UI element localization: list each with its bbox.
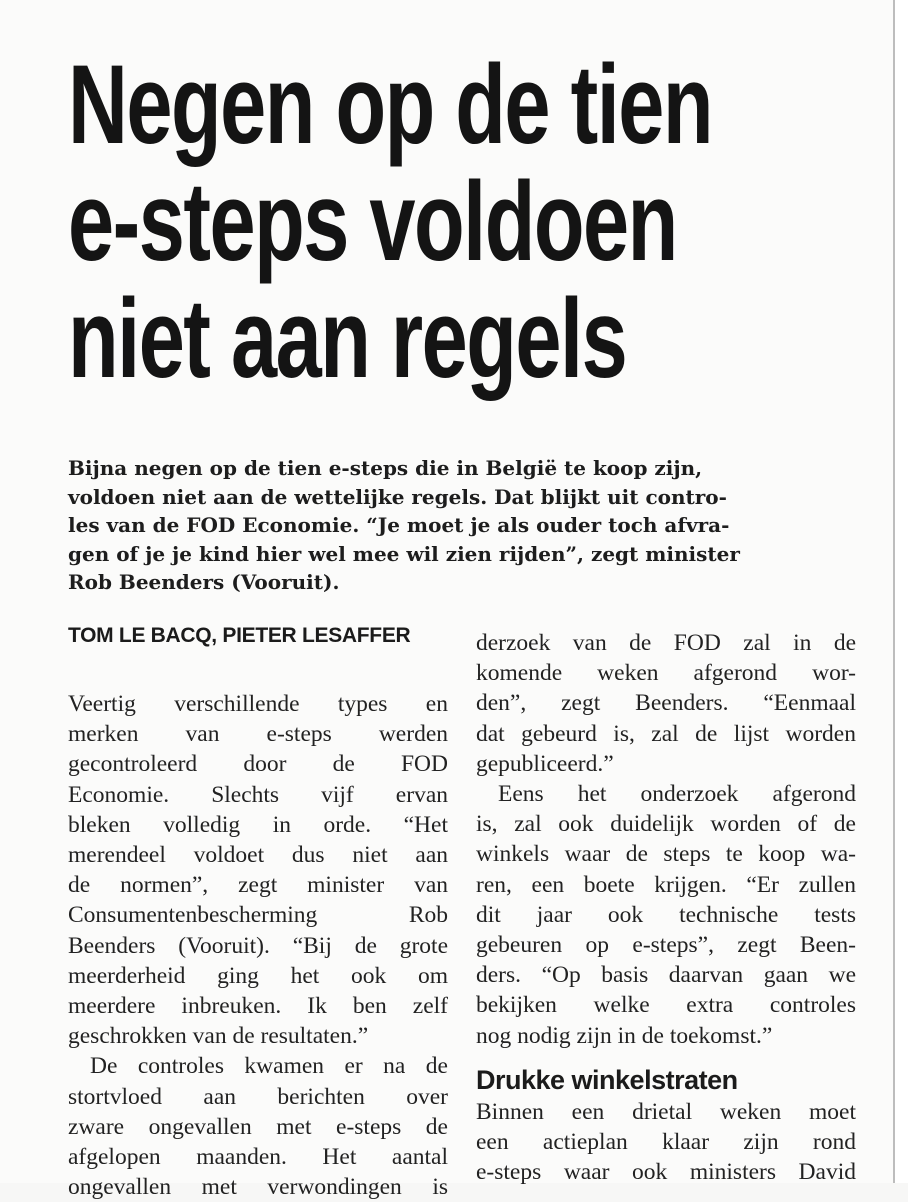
body-line: gebeuren op e-steps”, zegt Been- — [476, 932, 856, 959]
body-line: meerderheid ging het ook om — [68, 962, 448, 989]
body-line: stortvloed aan berichten over — [68, 1083, 448, 1110]
body-line: de normen”, zegt minister van — [68, 872, 448, 899]
body-line: afgelopen maanden. Het aantal — [68, 1144, 448, 1171]
body-line: zware ongevallen met e-steps de — [68, 1113, 448, 1140]
headline-line-2: e-steps voldoen — [68, 159, 677, 284]
body-line: derzoek van de FOD zal in de — [476, 630, 856, 656]
body-line: ren, een boete krijgen. “Er zullen — [476, 871, 856, 898]
body-line: merken van e-steps werden — [68, 721, 448, 748]
intro-line: Bijna negen op de tien e-steps die in België te koop zijn, — [68, 456, 703, 480]
body-line: Binnen een drietal weken moet — [476, 1098, 856, 1125]
intro-line: Rob Beenders (Vooruit). — [68, 570, 340, 594]
body-line: e-steps waar ook ministers David — [476, 1159, 856, 1186]
body-line: is, zal ook duidelijk worden of de — [476, 811, 856, 838]
intro-line: voldoen niet aan de wettelijke regels. Dat blijkt uit contro- — [68, 484, 727, 509]
section-subhead: Drukke winkelstraten — [476, 1064, 738, 1095]
body-line: meerdere inbreuken. Ik ben zelf — [68, 993, 448, 1020]
body-line: den”, zegt Beenders. “Eenmaal — [476, 690, 856, 717]
headline-line-1: Negen op de tien — [68, 42, 713, 167]
body-line: een actieplan klaar zijn rond — [476, 1129, 856, 1156]
intro-line: les van de FOD Economie. “Je moet je als ouder toch afvra- — [68, 513, 730, 537]
body-line: winkels waar de steps te koop wa- — [476, 841, 856, 868]
article-headline — [68, 42, 888, 401]
body-line: bekijken welke extra controles — [476, 992, 856, 1019]
body-line: Veertig verschillende types en — [68, 691, 448, 717]
byline: TOM LE BACQ, PIETER LESAFFER — [68, 624, 411, 647]
article-intro — [68, 454, 848, 597]
body-line: merendeel voldoet dus niet aan — [68, 842, 448, 869]
body-line: nog nodig zijn in de toekomst.” — [476, 1022, 773, 1049]
body-line: gepubliceerd.” — [476, 750, 614, 777]
body-line: De controles kwamen er na de — [90, 1053, 448, 1080]
body-line: bleken volledig in orde. “Het — [68, 811, 448, 838]
headline-line-3: niet aan regels — [68, 276, 627, 401]
body-line: Eens het onderzoek afgerond — [498, 781, 856, 808]
body-line: komende weken afgerond wor- — [476, 660, 856, 687]
body-line: Economie. Slechts vijf ervan — [68, 781, 448, 808]
body-line: dit jaar ook technische tests — [476, 901, 856, 928]
page-edge — [895, 0, 908, 1183]
intro-line: gen of je je kind hier wel mee wil zien rijden”, zegt minister — [68, 541, 740, 566]
body-line: ders. “Op basis daarvan gaan we — [476, 962, 856, 989]
body-line: ongevallen met verwondingen is — [68, 1174, 448, 1201]
body-line: dat gebeurd is, zal de lijst worden — [476, 720, 856, 747]
body-line: gecontroleerd door de FOD — [68, 751, 448, 778]
article-column-right — [476, 628, 856, 1187]
body-line: Consumentenbescherming Rob — [68, 902, 448, 929]
body-line: Beenders (Vooruit). “Bij de grote — [68, 932, 448, 959]
body-line: geschrokken van de resultaten.” — [68, 1023, 369, 1050]
article-column-left — [68, 621, 448, 1202]
